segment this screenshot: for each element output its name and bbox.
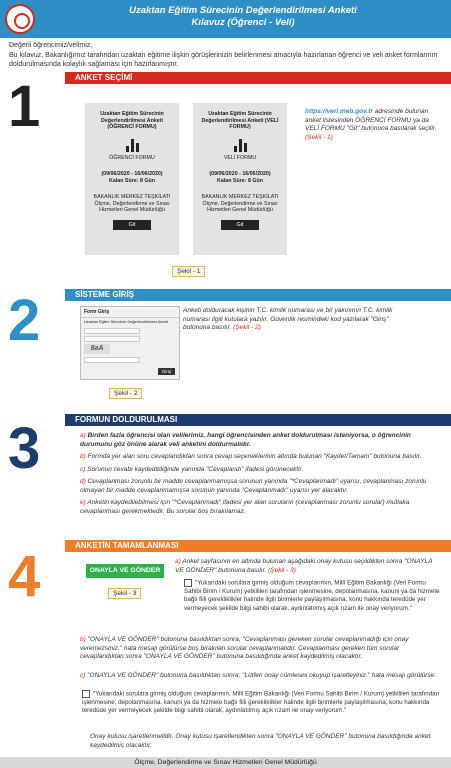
tc-id-input[interactable]	[84, 328, 140, 334]
list-item: b) Formda yer alan soru cevaplandıktan sonra cevap seçeneklerinin altında bulunan "Kaydet/Tamam" butonuna basılır.	[80, 453, 422, 460]
relative-tc-id-input[interactable]	[84, 336, 140, 342]
section-title-1: ANKET SEÇİMİ	[65, 72, 451, 84]
card-remaining: Kalan Süre: 8 Gün	[217, 177, 263, 184]
card-remaining: Kalan Süre: 8 Gün	[109, 177, 155, 184]
git-button[interactable]: Git	[113, 220, 151, 231]
card-subtitle: VELİ FORMU	[223, 154, 257, 161]
page-title	[40, 5, 446, 29]
card-dates: (09/06/2020 - 16/06/2020)	[101, 171, 163, 177]
intro-text: Bu kılavuz, Bakanlığımız tarafından uzaktan eğitime ilişkin görüşlerinizin belirlenmesi amacıyla hazırlanan öğrenci ve veli anket formlarının doldurulmasında kolaylık sağlaması için hazırlanmıştır.	[9, 51, 438, 68]
step1-description: adresinde bulunan anket listesinden ÖĞRENCİ FORMU ya da VELİ FORMU "Git" butonuna basılarak seçilir.	[305, 108, 437, 133]
card-dates: (09/06/2020 - 16/06/2020)	[209, 171, 271, 177]
card-org: BAKANLIK MERKEZ TEŞKİLATI Ölçme, Değerlendirme ve Sınav Hizmetleri Genel Müdürlüğü	[93, 194, 171, 213]
chart-icon	[234, 139, 247, 152]
section-title-3: FORMUN DOLDURULMASI	[65, 414, 451, 426]
ministry-logo-icon	[5, 4, 35, 34]
section-title-4: ANKETİN TAMAMLANMASI	[65, 540, 451, 552]
chart-icon	[126, 139, 139, 152]
step4-c-end: Onay kutusu işaretlenmelidir. Onay kutusu işaretlendikten sonra "ONAYLA VE GÖNDER" butonuna basıldığında anket kaydedilmiş olacaktır.	[90, 733, 431, 749]
url-link[interactable]: https://veri.meb.gov.tr	[305, 108, 373, 115]
git-button[interactable]: Git	[221, 220, 259, 231]
list-item: e) Anketin kaydedilebilmesi için "*Cevaplanmadı" ifadesi yer alan soruların (cevaplanması zorunlu sorular) mutlaka cevaplanması gerekmektedir. Bu sorular boş bırakılamaz.	[80, 499, 410, 515]
step4-b: b) "ONAYLA VE GÖNDER" butonuna basıldıktan sonra; "Cevaplanması gereken sorular cevaplanmadığı için onay veremezsiniz." hata mesajı görülürse boş bırakılan sorular cevaplanmalıdır. Cevaplanması gereken tüm sorular cevaplandıktan sonra "ONAYLA VE GÖNDER" butonuna basıldığında anket kaydedilmiş olacaktır.	[80, 636, 409, 661]
step-number-4: 4	[8, 544, 41, 609]
figure-label-1: Şekil - 1	[172, 266, 205, 277]
intro	[9, 41, 441, 70]
step-number-3: 3	[8, 416, 41, 481]
title-line-1: Uzaktan Eğitim Sürecinin Değerlendirilmesi Anketi	[129, 5, 357, 16]
section-title-2: SİSTEME GİRİŞ	[65, 289, 451, 301]
list-item: c) Sorunun cevabı kaydedildiğinde yanında "Cevaplandı" ifadesi görünecektir.	[80, 465, 304, 473]
approve-and-send-button[interactable]: ONAYLA VE GÖNDER	[86, 564, 164, 578]
step3-list	[80, 432, 439, 520]
step2-text-b: Güvenlik resmindeki kod yazılarak "Giriş" butonuna basılır.	[183, 315, 389, 332]
step-number-1: 1	[8, 74, 41, 139]
consent-checkbox[interactable]	[184, 579, 192, 587]
figure-ref: (Şekil - 2)	[233, 324, 261, 332]
figure-ref: (Şekil - 1)	[305, 133, 333, 141]
step1-text	[305, 108, 439, 142]
step2-text-a: Anketi dolduracak kişinin T.C. kimlik numarası ve bir yakınının T.C. kimlik numarası ilgili kutulara yazılır.	[183, 307, 393, 323]
greeting: Değerli öğrencimiz/velimiz,	[9, 42, 93, 49]
captcha-input[interactable]	[84, 357, 140, 363]
header-banner	[0, 0, 451, 38]
form-subtitle: Uzaktan Eğitim Sürecinin Değerlendirilmesi Anketi	[84, 320, 169, 324]
step4-c: c) "ONAYLA VE GÖNDER" butonuna basıldıktan sonra; "Lütfen onay cümlesini okuyup işaretleyiniz." hata mesajı görülürse:	[80, 672, 437, 679]
title-line-2: Kılavuz (Öğrenci - Veli)	[191, 17, 295, 28]
card-title: Uzaktan Eğitim Sürecinin Değerlendirilmesi Anketi (VELİ FORMU)	[201, 111, 279, 130]
step2-text	[183, 307, 393, 333]
figure-label-2: Şekil - 2	[109, 388, 142, 399]
form-title: Form Giriş	[81, 307, 179, 318]
figure-label-3: Şekil - 3	[108, 588, 141, 599]
list-item: a) Birden fazla öğrencisi olan velilerimiz, hangi öğrencisinden anket doldurulması isteniyorsa, o öğrencinin durumunu göz önüne alarak veli anketini doldurmalıdır.	[80, 432, 411, 448]
footer: Ölçme, Değerlendirme ve Sınav Hizmetleri Genel Müdürlüğü	[0, 757, 451, 768]
card-org: BAKANLIK MERKEZ TEŞKİLATI Ölçme, Değerlendirme ve Sınav Hizmetleri Genel Müdürlüğü	[201, 194, 279, 213]
captcha-image: 8aA	[84, 344, 110, 354]
consent-checkbox-text: "Yukarıdaki sorulara girmiş olduğum cevaplarımın, Millî Eğitim Bakanlığı (Veri Formu Sahibi Birim / Kurum) yetkilileri tarafından işlenmesine, depolanmasına, kanuni ya da hizmete bağlı fiili gerekliklikler halinde ilgili birimlerle paylaşılmasına, konu hakkında teredüde yer vermeyecek şekilde bilgi sahibi olarak, aydınlatılmış açık rızam ile onay veriyorum."	[184, 579, 440, 612]
list-item: d) Cevaplanması zorunlu bir madde cevaplanmamışsa sorunun yanında "*Cevaplanmadı" uyarısı, cevaplanması zorunlu olmayan bir madde cevaplanmamışsa sorunun yanında "Cevaplanmadı" uyarısı yer alacaktır.	[80, 478, 427, 494]
student-form-card	[85, 103, 179, 255]
card-subtitle: ÖĞRENCİ FORMU	[109, 154, 155, 161]
parent-form-card	[193, 103, 287, 255]
consent-checkbox-2[interactable]	[82, 690, 90, 698]
login-button[interactable]: Giriş	[158, 368, 175, 375]
step-number-2: 2	[8, 288, 41, 353]
card-title: Uzaktan Eğitim Sürecinin Değerlendirilmesi Anketi (ÖĞRENCİ FORMU)	[100, 111, 164, 130]
consent-checkbox-text-2: "Yukarıdaki sorulara girmiş olduğum cevaplarımın, Millî Eğitim Bakanlığı (Veri Formu Sahibi Birim / Kurum) yetkilileri tarafından işlenmesine, depolanmasına, kanuni ya da hizmete bağlı fiili gerekliklikler halinde ilgili birimlerle paylaşılmasına, konu hakkında teredüde yer vermeyecek şekilde bilgi sahibi olarak, aydınlatılmış açık rızam ile onay veriyorum."	[82, 690, 440, 715]
step4-a: a) Anket sayfasının en altında bulunan aşağıdaki onay kutusu seçildikten sonra "ONAYLA VE GÖNDER" butonuna basılır. (Şekil - 3)	[175, 558, 433, 574]
login-form-screenshot	[80, 306, 180, 380]
